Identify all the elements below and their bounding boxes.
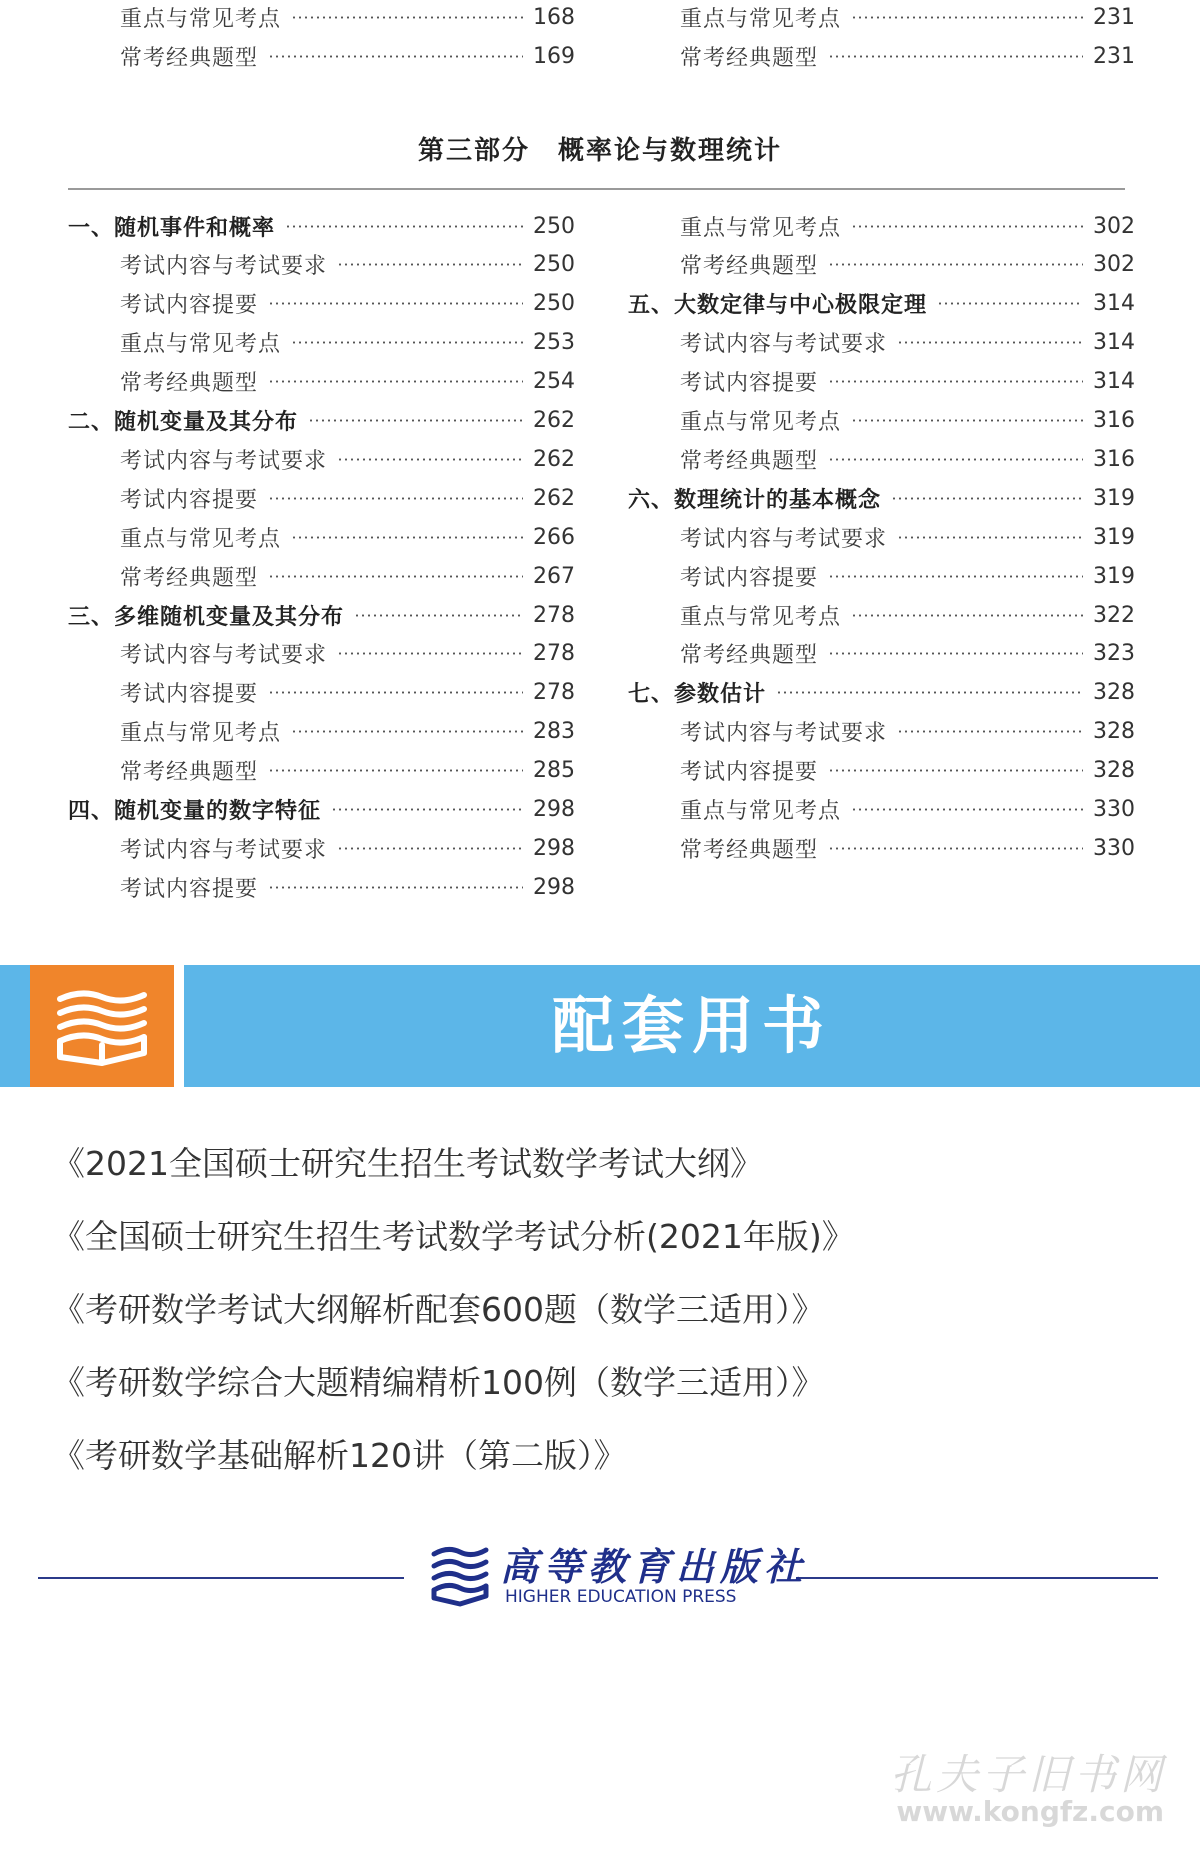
publisher-rule-left [38,1577,404,1579]
watermark-url: www.kongfz.com [896,1795,1164,1828]
toc-title: 七、参数估计 [628,682,767,708]
toc-page-number: 231 [1093,4,1135,30]
toc-page-number: 316 [1093,446,1135,472]
toc-page-number: 319 [1093,524,1135,550]
toc-entry [680,41,1135,71]
toc-leader-dots [268,886,523,889]
toc-entry [680,367,1135,397]
toc-title: 常考经典题型 [120,371,259,397]
toc-title: 考试内容与考试要求 [120,837,328,863]
toc-entry [680,2,1135,32]
toc-title: 考试内容提要 [680,565,819,591]
toc-leader-dots [851,419,1083,422]
banner-badge [30,965,174,1087]
toc-page-number: 253 [533,330,575,356]
toc-title: 考试内容提要 [120,682,259,708]
toc-title: 重点与常见考点 [680,215,842,241]
toc-title: 常考经典题型 [680,254,819,280]
toc-page-number: 298 [533,835,575,861]
toc-page-number: 283 [533,719,575,745]
toc-page-number: 302 [1093,252,1135,278]
toc-chapter [628,483,1135,513]
toc-chapter [68,600,575,630]
toc-leader-dots [337,652,523,655]
toc-entry [120,522,575,552]
toc-title: 二、随机变量及其分布 [68,410,299,435]
toc-page-number: 322 [1093,602,1135,628]
heading-divider [68,188,1125,190]
toc-title: 五、大数定律与中心极限定理 [628,293,928,319]
toc-page-number: 267 [533,563,575,589]
toc-leader-dots [268,55,523,58]
toc-leader-dots [291,16,523,19]
toc-leader-dots [268,691,523,694]
toc-entry [120,444,575,474]
toc-page-number: 285 [533,758,575,784]
toc-leader-dots [337,458,523,461]
banner-title: 配套用书 [551,989,832,1062]
toc-page-number: 314 [1093,369,1135,395]
toc-page-number: 302 [1093,213,1135,239]
toc-leader-dots [828,263,1083,266]
toc-entry [120,756,575,786]
toc-title: 常考经典题型 [680,643,819,669]
toc-entry [120,41,575,71]
toc-title: 六、数理统计的基本概念 [628,487,882,513]
toc-leader-dots [828,769,1083,772]
toc-title: 常考经典题型 [120,565,259,591]
toc-leader-dots [851,808,1083,811]
toc-leader-dots [828,575,1083,578]
toc-page-number: 278 [533,602,575,628]
toc-leader-dots [851,614,1083,617]
toc-leader-dots [828,847,1083,850]
toc-entry [120,639,575,669]
publisher-name-en: HIGHER EDUCATION PRESS [505,1587,737,1607]
toc-leader-dots [337,263,523,266]
toc-title: 重点与常见考点 [120,721,282,747]
toc-leader-dots [268,769,523,772]
toc-page-number: 168 [533,4,575,30]
toc-page-number: 262 [533,446,575,472]
toc-leader-dots [937,302,1083,305]
toc-entry [120,872,575,902]
toc-leader-dots [308,419,523,422]
toc-title: 考试内容与考试要求 [120,448,328,474]
toc-title: 重点与常见考点 [680,410,842,435]
toc-entry [120,328,575,358]
publisher-rule-right [796,1577,1158,1579]
toc-title: 常考经典题型 [680,45,819,71]
toc-title: 考试内容与考试要求 [680,526,888,552]
toc-title: 考试内容提要 [120,293,259,319]
toc-entry [120,289,575,319]
toc-entry [120,678,575,708]
toc-page-number: 231 [1093,43,1135,69]
toc-entry [680,328,1135,358]
toc-leader-dots [331,808,523,811]
toc-leader-dots [268,497,523,500]
toc-title: 三、多维随机变量及其分布 [68,604,345,630]
toc-leader-dots [354,614,523,617]
toc-entry [680,756,1135,786]
companion-book-title: 《考研数学考试大纲解析配套600题（数学三适用）》 [52,1290,825,1329]
toc-chapter [68,406,575,436]
toc-leader-dots [291,536,523,539]
toc-entry [680,795,1135,825]
toc-title: 一、随机事件和概率 [68,215,276,241]
toc-title: 考试内容提要 [680,371,819,397]
toc-title: 重点与常见考点 [680,6,842,32]
toc-entry [680,444,1135,474]
toc-title: 考试内容与考试要求 [120,254,328,280]
toc-leader-dots [291,730,523,733]
toc-leader-dots [828,652,1083,655]
toc-page-number: 323 [1093,641,1135,667]
toc-page-number: 319 [1093,563,1135,589]
toc-page-number: 278 [533,680,575,706]
watermark-name: 孔夫子旧书网 [889,1750,1166,1799]
book-stack-icon [30,965,174,1087]
companion-book-title: 《全国硕士研究生招生考试数学考试分析(2021年版)》 [52,1217,855,1256]
toc-entry [120,367,575,397]
toc-leader-dots [291,341,523,344]
toc-leader-dots [897,536,1083,539]
companion-book-title: 《考研数学综合大题精编精析100例（数学三适用）》 [52,1363,825,1402]
toc-page-number: 328 [1093,758,1135,784]
toc-title: 四、随机变量的数字特征 [68,799,322,824]
toc-title: 重点与常见考点 [120,526,282,552]
toc-entry [120,483,575,513]
toc-leader-dots [828,458,1083,461]
toc-title: 考试内容提要 [120,876,259,902]
toc-entry [680,639,1135,669]
toc-leader-dots [897,730,1083,733]
toc-page-number: 254 [533,369,575,395]
toc-title: 重点与常见考点 [680,604,842,630]
companion-book-title: 《2021全国硕士研究生招生考试数学考试大纲》 [52,1144,763,1183]
toc-leader-dots [891,497,1083,500]
toc-entry [120,833,575,863]
toc-leader-dots [285,225,523,228]
toc-page-number: 316 [1093,408,1135,433]
companion-books-banner [0,965,1200,1087]
toc-title: 常考经典题型 [120,45,259,71]
toc-entry [680,406,1135,436]
toc-page-number: 250 [533,291,575,317]
banner-divider [174,965,184,1087]
toc-page-number: 314 [1093,330,1135,356]
toc-leader-dots [268,302,523,305]
section-heading: 第三部分 概率论与数理统计 [417,136,782,166]
toc-chapter [628,678,1135,708]
toc-leader-dots [897,341,1083,344]
toc-page-number: 250 [533,252,575,278]
toc-entry [120,717,575,747]
banner-left-strip [0,965,18,1087]
toc-title: 常考经典题型 [680,837,819,863]
toc-page-number: 262 [533,408,575,433]
toc-entry [680,250,1135,280]
toc-title: 考试内容提要 [120,487,259,513]
toc-title: 常考经典题型 [680,448,819,474]
toc-title: 重点与常见考点 [680,799,842,824]
toc-entry [680,211,1135,241]
toc-entry [680,717,1135,747]
toc-leader-dots [828,380,1083,383]
toc-page-number: 330 [1093,797,1135,822]
toc-leader-dots [776,691,1083,694]
toc-chapter [68,211,575,241]
toc-page-number: 266 [533,524,575,550]
toc-page-number: 250 [533,213,575,239]
toc-title: 重点与常见考点 [120,332,282,358]
publisher-name-cn: 高等教育出版社 [500,1544,809,1589]
toc-title: 考试内容与考试要求 [680,721,888,747]
toc-leader-dots [828,55,1083,58]
toc-page-number: 328 [1093,719,1135,745]
toc-title: 常考经典题型 [120,760,259,786]
toc-title: 重点与常见考点 [120,6,282,32]
toc-page-number: 262 [533,485,575,511]
toc-entry [680,600,1135,630]
toc-page-number: 328 [1093,680,1135,706]
toc-leader-dots [337,847,523,850]
toc-leader-dots [851,225,1083,228]
toc-title: 考试内容与考试要求 [120,643,328,669]
toc-title: 考试内容与考试要求 [680,332,888,358]
toc-page-number: 278 [533,641,575,667]
toc-chapter [68,795,575,825]
toc-entry [680,561,1135,591]
toc-chapter [628,289,1135,319]
toc-leader-dots [268,380,523,383]
toc-page-number: 169 [533,43,575,69]
toc-title: 考试内容提要 [680,760,819,786]
toc-page-number: 298 [533,797,575,822]
toc-page-number: 298 [533,874,575,900]
toc-page-number: 330 [1093,835,1135,861]
companion-book-title: 《考研数学基础解析120讲（第二版）》 [52,1436,627,1475]
toc-leader-dots [268,575,523,578]
publisher-logo-icon [428,1540,492,1608]
toc-page-number: 314 [1093,291,1135,317]
toc-entry [680,833,1135,863]
toc-leader-dots [851,16,1083,19]
toc-entry [120,561,575,591]
toc-entry [120,250,575,280]
toc-page-number: 319 [1093,485,1135,511]
toc-entry [680,522,1135,552]
toc-entry [120,2,575,32]
